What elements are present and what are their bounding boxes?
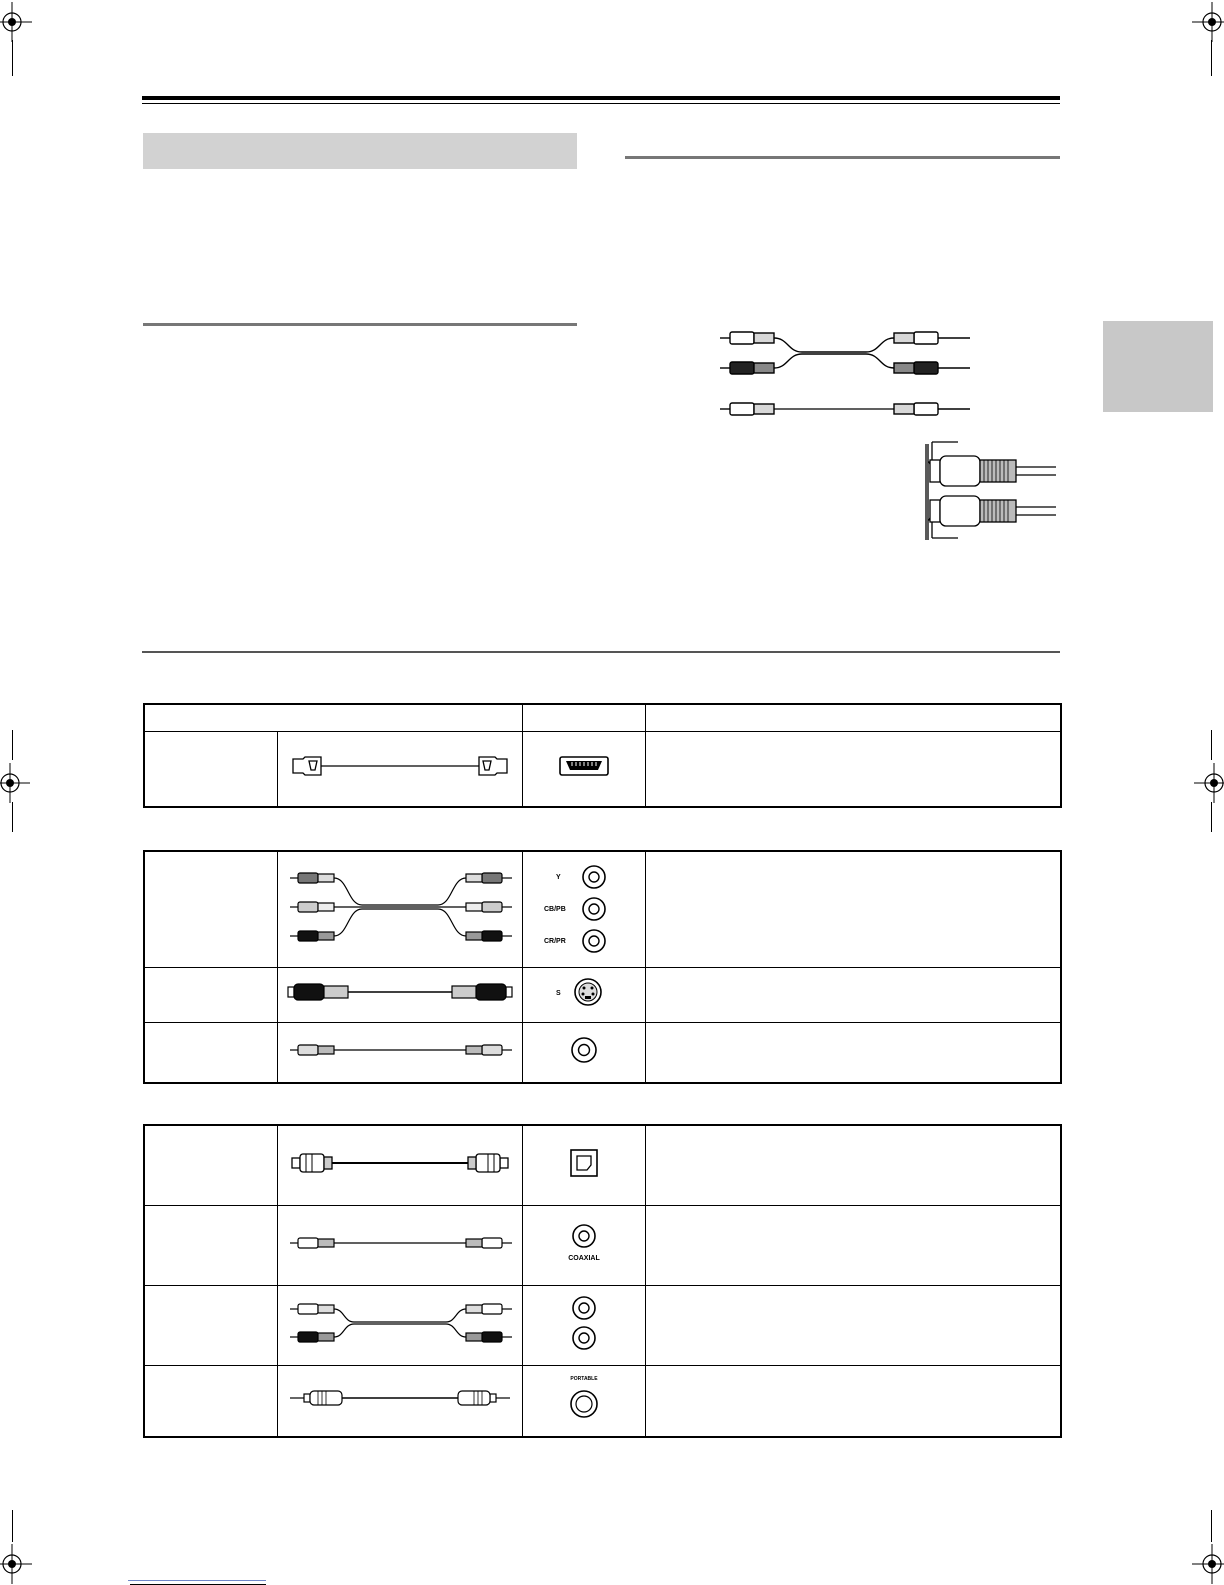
table-row xyxy=(144,1365,1061,1437)
port-label-cb: CB/PB xyxy=(543,905,566,913)
table-row xyxy=(144,851,1061,967)
cable-cell xyxy=(277,1365,522,1437)
table-row xyxy=(144,1205,1061,1285)
video-connection-table xyxy=(143,850,1062,1084)
rca-stereo-jacks-icon xyxy=(564,1288,604,1358)
optical-cable-icon xyxy=(282,1148,518,1178)
side-tab xyxy=(1103,321,1213,412)
port-cell xyxy=(522,967,645,1022)
hdmi-cable-icon xyxy=(285,751,515,781)
crop-mark xyxy=(12,40,13,76)
header-cable xyxy=(144,704,522,731)
analog-audio-cable-icon xyxy=(282,1298,518,1348)
subsection-rule xyxy=(143,323,577,326)
connection-description xyxy=(645,967,1061,1022)
registration-mark-icon xyxy=(1194,763,1224,803)
connection-description xyxy=(645,851,1061,967)
port-cell xyxy=(522,1125,645,1205)
optical-port-icon xyxy=(564,1143,604,1183)
analog-audio-cable-icon xyxy=(716,322,976,422)
connection-name xyxy=(144,967,277,1022)
table-row xyxy=(144,1125,1061,1205)
port-cell xyxy=(522,1205,645,1285)
coaxial-cable-icon xyxy=(282,1231,518,1255)
connection-name xyxy=(144,1125,277,1205)
mini-plug-cable-icon xyxy=(282,1386,518,1410)
port-cell xyxy=(522,1022,645,1083)
cable-cell xyxy=(277,967,522,1022)
cable-cell xyxy=(277,731,522,807)
table-row xyxy=(144,1022,1061,1083)
table-header-row xyxy=(144,704,1061,731)
composite-video-cable-icon xyxy=(282,1038,518,1062)
connection-description xyxy=(645,1285,1061,1365)
cable-cell xyxy=(277,1285,522,1365)
registration-mark-icon xyxy=(1192,2,1224,42)
port-label-cr: CR/PR xyxy=(543,937,566,945)
port-label-y: Y xyxy=(555,873,561,881)
port-cell xyxy=(522,1285,645,1365)
port-cell xyxy=(522,1365,645,1437)
registration-mark-icon xyxy=(0,2,32,42)
section-rule xyxy=(142,651,1060,653)
crop-mark xyxy=(1211,730,1212,760)
connection-name xyxy=(144,851,277,967)
cable-cell xyxy=(277,1125,522,1205)
crop-mark xyxy=(12,730,13,760)
port-cell xyxy=(522,851,645,967)
connection-name xyxy=(144,731,277,807)
s-video-cable-icon xyxy=(282,980,518,1004)
plug-insertion-diagram xyxy=(918,440,1058,542)
port-label-portable: PORTABLE xyxy=(569,1376,598,1383)
component-jacks-icon xyxy=(544,857,624,957)
mini-jack-icon xyxy=(554,1368,614,1428)
table-row xyxy=(144,731,1061,807)
s-video-port-icon xyxy=(554,972,614,1012)
crop-mark xyxy=(1211,40,1212,76)
header-port xyxy=(522,704,645,731)
audio-connection-table xyxy=(143,1124,1062,1438)
connection-name xyxy=(144,1022,277,1083)
footer-rule xyxy=(128,1580,266,1581)
table-row xyxy=(144,1285,1061,1365)
coaxial-jack-icon xyxy=(554,1218,614,1268)
registration-mark-icon xyxy=(0,763,30,803)
connection-description xyxy=(645,1125,1061,1205)
connection-description xyxy=(645,1365,1061,1437)
header-rule-thin xyxy=(142,103,1060,104)
header-rule xyxy=(142,96,1060,100)
connection-name xyxy=(144,1205,277,1285)
connection-description xyxy=(645,1205,1061,1285)
connection-description xyxy=(645,731,1061,807)
crop-mark xyxy=(12,1510,13,1542)
crop-mark xyxy=(1211,802,1212,832)
cable-cell xyxy=(277,1205,522,1285)
subsection-rule xyxy=(625,156,1060,159)
crop-mark xyxy=(1211,1510,1212,1542)
rca-jack-icon xyxy=(564,1030,604,1070)
registration-mark-icon xyxy=(1192,1544,1224,1584)
port-label-s: S xyxy=(555,990,561,997)
header-description xyxy=(645,704,1061,731)
connection-name xyxy=(144,1285,277,1365)
connection-description xyxy=(645,1022,1061,1083)
section-heading-bar xyxy=(143,133,577,169)
port-cell xyxy=(522,731,645,807)
hdmi-port-icon xyxy=(554,751,614,781)
table-row xyxy=(144,967,1061,1022)
registration-mark-icon xyxy=(0,1544,32,1584)
hdmi-connection-table xyxy=(143,703,1062,808)
port-label-coaxial: COAXIAL xyxy=(567,1254,600,1262)
component-cable-icon xyxy=(282,867,518,947)
cable-cell xyxy=(277,851,522,967)
crop-mark xyxy=(12,802,13,832)
connection-name xyxy=(144,1365,277,1437)
cable-cell xyxy=(277,1022,522,1083)
